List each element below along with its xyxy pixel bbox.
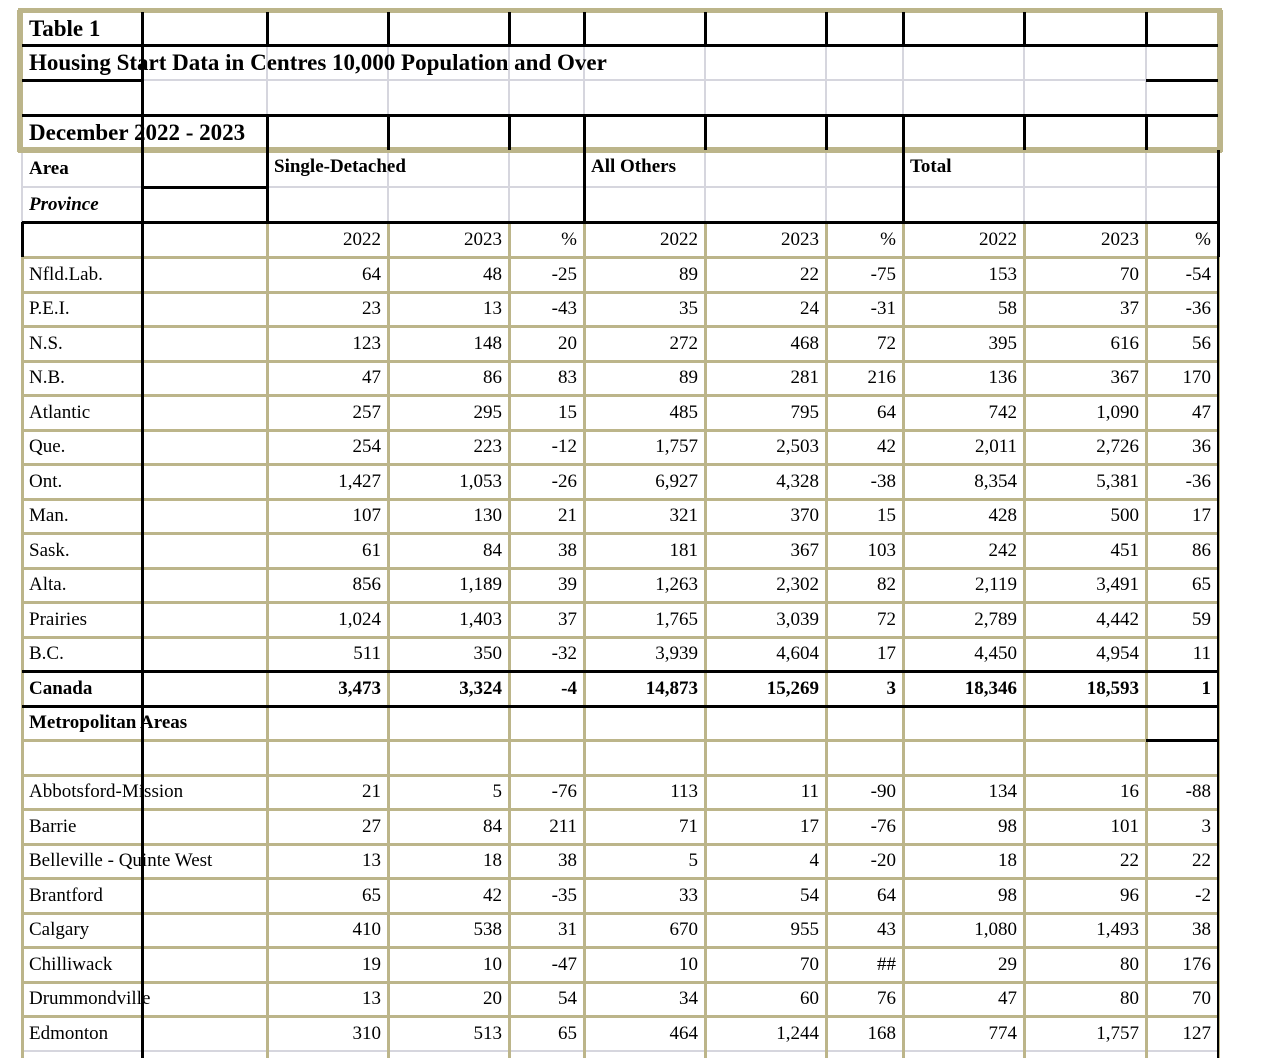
table-cell: 670 — [669, 919, 698, 940]
province-row-label: Man. — [29, 505, 69, 526]
period-label: December 2022 - 2023 — [29, 119, 246, 145]
group-header-2: All Others — [591, 156, 676, 177]
table-cell: 616 — [1110, 332, 1139, 354]
table-cell: 37 — [1120, 298, 1139, 319]
grid-line — [583, 12, 586, 45]
grid-line — [1023, 115, 1026, 150]
canada-row-label: Canada — [29, 677, 93, 699]
table-cell: 1,053 — [459, 470, 502, 492]
table-heading: Housing Start Data in Centres 10,000 Population and Over — [29, 49, 607, 75]
table-cell: -2 — [1195, 884, 1211, 906]
table-cell: 80 — [1120, 953, 1139, 975]
table-cell: 4,604 — [776, 643, 819, 664]
table-cell: -38 — [870, 470, 896, 492]
table-cell: 43 — [877, 919, 896, 940]
table-cell: 281 — [790, 367, 819, 388]
metro-row-label: Abbotsford-Mission — [29, 781, 184, 802]
table-cell: 15,269 — [766, 677, 819, 699]
table-cell: 1,189 — [459, 574, 502, 595]
table-cell: 72 — [877, 332, 896, 354]
table-cell: 56 — [1192, 332, 1211, 354]
table-cell: 72 — [877, 608, 896, 630]
table-cell: 23 — [362, 298, 381, 319]
table-cell: 17 — [1192, 505, 1211, 526]
column-header: 2022 — [660, 228, 698, 250]
table-cell: 223 — [473, 436, 502, 457]
table-cell: 24 — [800, 298, 819, 319]
table-cell: 3,324 — [459, 677, 502, 699]
metro-row-label: Chilliwack — [29, 953, 113, 975]
table-cell: -36 — [1185, 470, 1211, 492]
table-cell: 3 — [886, 677, 896, 699]
table-cell: 89 — [679, 263, 698, 285]
table-cell: 71 — [679, 815, 698, 837]
table-cell: 42 — [483, 884, 502, 906]
table-cell: 15 — [558, 401, 577, 423]
table-cell: 22 — [800, 263, 819, 285]
table-cell: 86 — [1192, 539, 1211, 561]
table-cell: -43 — [551, 298, 577, 319]
table-cell: 5 — [492, 781, 502, 802]
table-cell: 83 — [558, 367, 577, 388]
table-cell: 955 — [790, 919, 819, 940]
table-cell: 370 — [790, 505, 819, 526]
table-cell: 33 — [679, 884, 698, 906]
table-cell: 410 — [352, 919, 381, 940]
table-cell: 113 — [670, 781, 698, 802]
table-cell: 136 — [988, 367, 1017, 388]
table-cell: 101 — [1110, 815, 1139, 837]
table-cell: 82 — [877, 574, 896, 595]
table-cell: 107 — [352, 505, 381, 526]
table-cell: 70 — [1120, 263, 1139, 285]
table-cell: 795 — [790, 401, 819, 423]
table-cell: 321 — [669, 505, 698, 526]
table-cell: 538 — [473, 919, 502, 940]
table-cell: 1,263 — [655, 574, 698, 595]
table-cell: 2,011 — [974, 436, 1017, 457]
metro-row-label: Calgary — [29, 919, 90, 940]
table-cell: 4 — [809, 850, 819, 871]
table-cell: -54 — [1185, 263, 1211, 285]
table-cell: 17 — [800, 815, 819, 837]
grid-line — [902, 115, 905, 150]
table-cell: 64 — [362, 263, 381, 285]
table-cell: -25 — [551, 263, 577, 285]
table-cell: 1,403 — [459, 608, 502, 630]
table-cell: 86 — [483, 367, 502, 388]
table-cell: 856 — [352, 574, 381, 595]
grid-line — [508, 115, 511, 150]
province-row-label: N.B. — [29, 367, 65, 388]
table-cell: 3,473 — [338, 677, 381, 699]
metro-row-label: Brantford — [29, 884, 103, 906]
table-cell: 21 — [362, 781, 381, 802]
table-cell: 295 — [473, 401, 502, 423]
table-cell: 84 — [483, 815, 502, 837]
column-header: % — [880, 228, 896, 250]
table-cell: 98 — [998, 884, 1017, 906]
metro-row-label: Edmonton — [29, 1022, 109, 1044]
table-cell: 65 — [1192, 574, 1211, 595]
table-cell: 395 — [988, 332, 1017, 354]
table-cell: 42 — [877, 436, 896, 457]
grid-line — [142, 186, 267, 189]
table-cell: 170 — [1182, 367, 1211, 388]
table-cell: -4 — [561, 677, 577, 699]
province-row-label: Alta. — [29, 574, 67, 595]
table-cell: 8,354 — [974, 470, 1017, 492]
table-cell: 65 — [362, 884, 381, 906]
table-cell: 500 — [1110, 505, 1139, 526]
table-cell: 168 — [867, 1022, 896, 1044]
table-cell: 1,427 — [338, 470, 381, 492]
table-cell: 272 — [669, 332, 698, 354]
table-cell: 3,039 — [776, 608, 819, 630]
table-cell: 367 — [790, 539, 819, 561]
table-cell: 1,493 — [1096, 919, 1139, 940]
table-cell: -12 — [551, 436, 577, 457]
metro-row-label: Belleville - Quinte West — [29, 850, 213, 871]
table-cell: 10 — [679, 953, 698, 975]
table-cell: 181 — [669, 539, 698, 561]
table-cell: 428 — [988, 505, 1017, 526]
table-cell: 96 — [1120, 884, 1139, 906]
table-cell: 4,450 — [974, 643, 1017, 664]
table-cell: 13 — [362, 988, 381, 1009]
table-cell: 48 — [483, 263, 502, 285]
group-header-1: Single-Detached — [274, 156, 406, 177]
table-cell: 18,346 — [964, 677, 1017, 699]
table-cell: 242 — [988, 539, 1017, 561]
column-header: % — [1195, 228, 1211, 250]
province-row-label: Sask. — [29, 539, 70, 561]
table-cell: -75 — [870, 263, 896, 285]
table-cell: -90 — [870, 781, 896, 802]
table-cell: -31 — [870, 298, 896, 319]
metro-row-label: Barrie — [29, 815, 77, 837]
table-cell: 64 — [877, 401, 896, 423]
table-cell: 216 — [867, 367, 896, 388]
table-cell: 38 — [1192, 919, 1211, 940]
table-cell: 59 — [1192, 608, 1211, 630]
table-cell: 54 — [558, 988, 577, 1009]
table-cell: 29 — [998, 953, 1017, 975]
table-cell: -76 — [870, 815, 896, 837]
table-cell: 367 — [1110, 367, 1139, 388]
table-cell: 257 — [352, 401, 381, 423]
table-cell: 80 — [1120, 988, 1139, 1009]
table-cell: 38 — [558, 850, 577, 871]
table-cell: 22 — [1192, 850, 1211, 871]
table-cell: 47 — [1192, 401, 1211, 423]
table-cell: 468 — [790, 332, 819, 354]
table-cell: 5,381 — [1096, 470, 1139, 492]
table-cell: -20 — [870, 850, 896, 871]
table-cell: 20 — [558, 332, 577, 354]
table-cell: 70 — [800, 953, 819, 975]
table-cell: 22 — [1120, 850, 1139, 871]
grid-line — [1145, 12, 1148, 45]
table-cell: 2,789 — [974, 608, 1017, 630]
table-cell: 17 — [877, 643, 896, 664]
table-cell: 5 — [688, 850, 698, 871]
table-cell: 98 — [998, 815, 1017, 837]
table-cell: 18 — [483, 850, 502, 871]
province-row-label: Atlantic — [29, 401, 91, 423]
table-cell: 134 — [988, 781, 1017, 802]
table-cell: 18 — [998, 850, 1017, 871]
province-row-label: B.C. — [29, 643, 64, 664]
table-cell: 451 — [1110, 539, 1139, 561]
table-cell: -32 — [551, 643, 577, 664]
table-cell: 1,757 — [1096, 1022, 1139, 1044]
table-cell: 34 — [679, 988, 698, 1009]
table-cell: 13 — [362, 850, 381, 871]
table-cell: 254 — [352, 436, 381, 457]
table-cell: 2,119 — [974, 574, 1017, 595]
table-cell: 38 — [558, 539, 577, 561]
province-row-label: Prairies — [29, 608, 88, 630]
table-cell: 511 — [353, 643, 381, 664]
metro-heading: Metropolitan Areas — [29, 712, 188, 733]
table-cell: 47 — [998, 988, 1017, 1009]
grid-line — [583, 115, 586, 150]
province-row-label: P.E.I. — [29, 298, 70, 319]
table-cell: 47 — [362, 367, 381, 388]
column-header: 2023 — [781, 228, 819, 250]
table-cell: 1,757 — [655, 436, 698, 457]
table-cell: 18,593 — [1086, 677, 1139, 699]
table-cell: 70 — [1192, 988, 1211, 1009]
table-cell: -36 — [1185, 298, 1211, 319]
table-cell: 148 — [473, 332, 502, 354]
metro-row-label: Drummondville — [29, 988, 151, 1009]
table-cell: 36 — [1192, 436, 1211, 457]
column-header: 2022 — [979, 228, 1017, 250]
table-cell: 16 — [1120, 781, 1139, 802]
grid-line — [21, 222, 24, 257]
column-header: % — [561, 228, 577, 250]
table-cell: 127 — [1182, 1022, 1211, 1044]
table-cell: -88 — [1185, 781, 1211, 802]
column-header: 2023 — [1101, 228, 1139, 250]
table-cell: 11 — [800, 781, 819, 802]
table-cell: 1,765 — [655, 608, 698, 630]
grid-line — [704, 12, 707, 45]
table-cell: 1,090 — [1096, 401, 1139, 423]
table-cell: 130 — [473, 505, 502, 526]
table-cell: 61 — [362, 539, 381, 561]
table-cell: 153 — [988, 263, 1017, 285]
province-row-label: Que. — [29, 436, 66, 457]
table-cell: 2,503 — [776, 436, 819, 457]
table-cell: 1 — [1201, 677, 1211, 699]
column-header: 2023 — [464, 228, 502, 250]
grid-line — [704, 115, 707, 150]
table-cell: 14,873 — [645, 677, 698, 699]
table-cell: -26 — [551, 470, 577, 492]
table-cell: 21 — [558, 505, 577, 526]
table-cell: -47 — [551, 953, 577, 975]
table-cell: 39 — [558, 574, 577, 595]
table-cell: 310 — [352, 1022, 381, 1044]
table-cell: 54 — [800, 884, 819, 906]
table-cell: 3,491 — [1096, 574, 1139, 595]
table-cell: ## — [877, 953, 896, 975]
table-cell: 76 — [877, 988, 896, 1009]
table-cell: 176 — [1182, 953, 1211, 975]
table-cell: 2,302 — [776, 574, 819, 595]
table-cell: 3,939 — [655, 643, 698, 664]
grid-line — [902, 12, 905, 45]
grid-line — [825, 12, 828, 45]
table-cell: 31 — [558, 919, 577, 940]
table-cell: 27 — [362, 815, 381, 837]
grid-line — [1146, 79, 1218, 82]
province-row-label: N.S. — [29, 332, 63, 354]
table-cell: 13 — [483, 298, 502, 319]
table-cell: 20 — [483, 988, 502, 1009]
table-cell: 350 — [473, 643, 502, 664]
table-cell: 3 — [1201, 815, 1211, 837]
group-header-3: Total — [910, 156, 952, 177]
table-cell: 65 — [558, 1022, 577, 1044]
table-cell: 4,442 — [1096, 608, 1139, 630]
table-cell: 103 — [867, 539, 896, 561]
table-cell: 19 — [362, 953, 381, 975]
table-cell: 35 — [679, 298, 698, 319]
province-header: Province — [29, 193, 99, 215]
table-cell: 123 — [352, 332, 381, 354]
table-cell: 485 — [669, 401, 698, 423]
column-header: 2022 — [343, 228, 381, 250]
table-cell: -35 — [551, 884, 577, 906]
table-cell: 11 — [1192, 643, 1211, 664]
grid-line — [1146, 739, 1218, 742]
table-cell: 4,954 — [1096, 643, 1139, 664]
grid-line — [825, 115, 828, 150]
table-cell: 58 — [998, 298, 1017, 319]
table-cell: 37 — [558, 608, 577, 630]
table-cell: 4,328 — [776, 470, 819, 492]
table-cell: 6,927 — [655, 470, 698, 492]
table-cell: 211 — [549, 815, 577, 837]
table-cell: 60 — [800, 988, 819, 1009]
table-cell: -76 — [551, 781, 577, 802]
area-header: Area — [29, 157, 69, 179]
table-cell: 84 — [483, 539, 502, 561]
grid-line — [1145, 115, 1148, 150]
grid-line — [1023, 12, 1026, 45]
table-cell: 1,024 — [338, 608, 381, 630]
table-cell: 742 — [988, 401, 1017, 423]
table-cell: 464 — [669, 1022, 698, 1044]
table-cell: 1,244 — [776, 1022, 819, 1044]
table-cell: 10 — [483, 953, 502, 975]
table-cell: 513 — [473, 1022, 502, 1044]
table-cell: 89 — [679, 367, 698, 388]
table-title: Table 1 — [29, 15, 101, 41]
table-cell: 1,080 — [974, 919, 1017, 940]
province-row-label: Ont. — [29, 470, 63, 492]
table-cell: 2,726 — [1096, 436, 1139, 457]
province-row-label: Nfld.Lab. — [29, 263, 103, 285]
table-cell: 15 — [877, 505, 896, 526]
table-cell: 774 — [988, 1022, 1017, 1044]
table-cell: 64 — [877, 884, 896, 906]
